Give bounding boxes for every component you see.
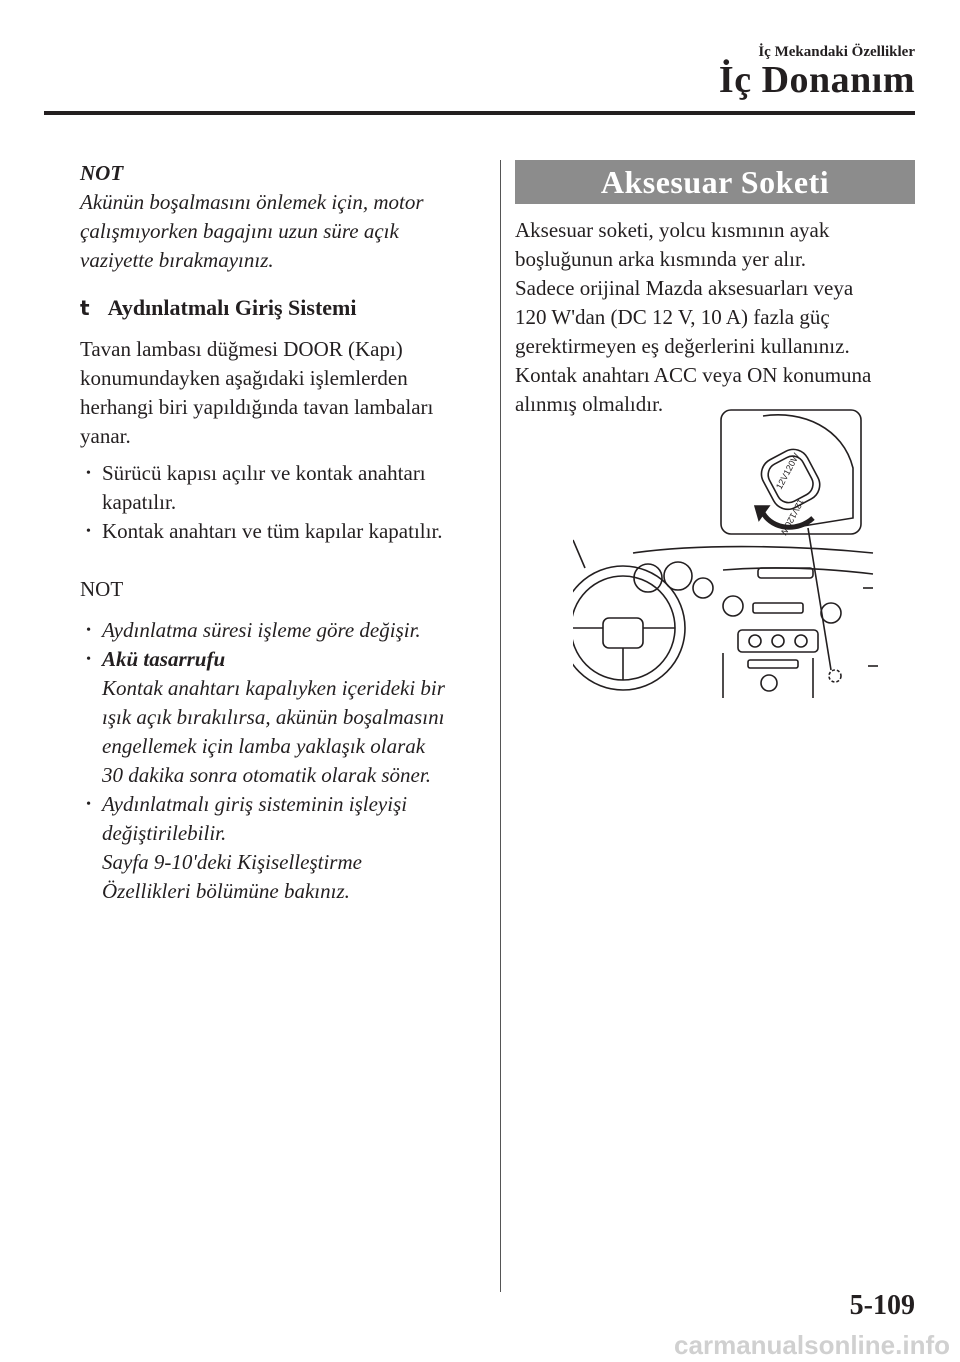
left-column (80, 160, 485, 906)
heading-marker-icon: t (80, 296, 90, 320)
list-item-title: Akü tasarrufu (102, 647, 226, 671)
list-item-line: 30 dakika sonra otomatik olarak söner. (102, 763, 431, 787)
page-number: 5-109 (849, 1290, 915, 1321)
list-item (80, 616, 485, 645)
bullet-icon: • (86, 466, 91, 481)
body-line: boşluğunun arka kısmında yer alır. (515, 247, 807, 271)
bullet-icon: • (86, 524, 91, 539)
body-line: Kontak anahtarı ACC veya ON konumuna (515, 363, 872, 387)
list-item-line: kapatılır. (102, 490, 177, 514)
note-label: NOT (80, 161, 124, 185)
list-item-line: değiştirilebilir. (102, 821, 227, 845)
intro-line: konumundayken aşağıdaki işlemlerden (80, 366, 408, 390)
bullet-icon: • (86, 623, 91, 638)
list-item-line: Sürücü kapısı açılır ve kontak anahtarı (102, 461, 426, 485)
header-rule (44, 111, 915, 115)
socket-location-marker (829, 670, 841, 682)
socket-label: 12V120W (773, 451, 802, 491)
list-item (80, 645, 485, 790)
intro-paragraph (80, 335, 485, 451)
body-line: gerektirmeyen eş değerlerini kullanınız. (515, 334, 850, 358)
note-line: çalışmıyorken bagajını uzun süre açık (80, 219, 399, 243)
note-text (80, 188, 485, 275)
note-list (80, 616, 485, 906)
bullet-icon: • (86, 652, 91, 667)
list-item-line: Aydınlatmalı giriş sisteminin işleyişi (102, 792, 408, 816)
list-item (80, 790, 485, 906)
list-item-line: engellemek için lamba yaklaşık olarak (102, 734, 426, 758)
list-item-line: Aydınlatma süresi işleme göre değişir. (102, 618, 421, 642)
list-item-line: ışık açık bırakılırsa, akünün boşalmasını (102, 705, 445, 729)
intro-line: yanar. (80, 424, 131, 448)
footer-watermark: carmanualsonline.info (674, 1330, 950, 1360)
socket-label: 12V120W (778, 497, 807, 537)
section-banner: Aksesuar Soketi (515, 160, 915, 204)
list-item-line: Kontak anahtarı kapalıyken içerideki bir (102, 676, 445, 700)
right-column (515, 160, 920, 419)
list-item-line: Özellikleri bölümüne bakınız. (102, 879, 350, 903)
body-line: Aksesuar soketi, yolcu kısmının ayak (515, 218, 830, 242)
list-item (80, 459, 485, 517)
section-subheading (80, 295, 485, 321)
subheading-text: Aydınlatmalı Giriş Sistemi (107, 295, 357, 320)
list-item-line: Sayfa 9-10'deki Kişiselleştirme (102, 850, 362, 874)
column-divider (500, 160, 501, 1292)
body-line: 120 W'dan (DC 12 V, 10 A) fazla güç (515, 305, 830, 329)
accessory-socket-illustration (573, 408, 878, 698)
list-item-line: Kontak anahtarı ve tüm kapılar kapatılır. (102, 519, 443, 543)
body-line: alınmış olmalıdır. (515, 392, 664, 416)
intro-line: Tavan lambası düğmesi DOOR (Kapı) (80, 337, 403, 361)
note-label: NOT (80, 577, 124, 601)
page-title: İç Donanım (718, 59, 915, 101)
body-line: Sadece orijinal Mazda aksesuarları veya (515, 276, 854, 300)
intro-line: herhangi biri yapıldığında tavan lambaları (80, 395, 434, 419)
list-item (80, 517, 485, 546)
note-line: Akünün boşalmasını önlemek için, motor (80, 190, 424, 214)
socket-paragraph (515, 216, 920, 419)
condition-list (80, 459, 485, 546)
chapter-label: İç Mekandaki Özellikler (758, 44, 915, 60)
note-line: vaziyette bırakmayınız. (80, 248, 274, 272)
bullet-icon: • (86, 797, 91, 812)
